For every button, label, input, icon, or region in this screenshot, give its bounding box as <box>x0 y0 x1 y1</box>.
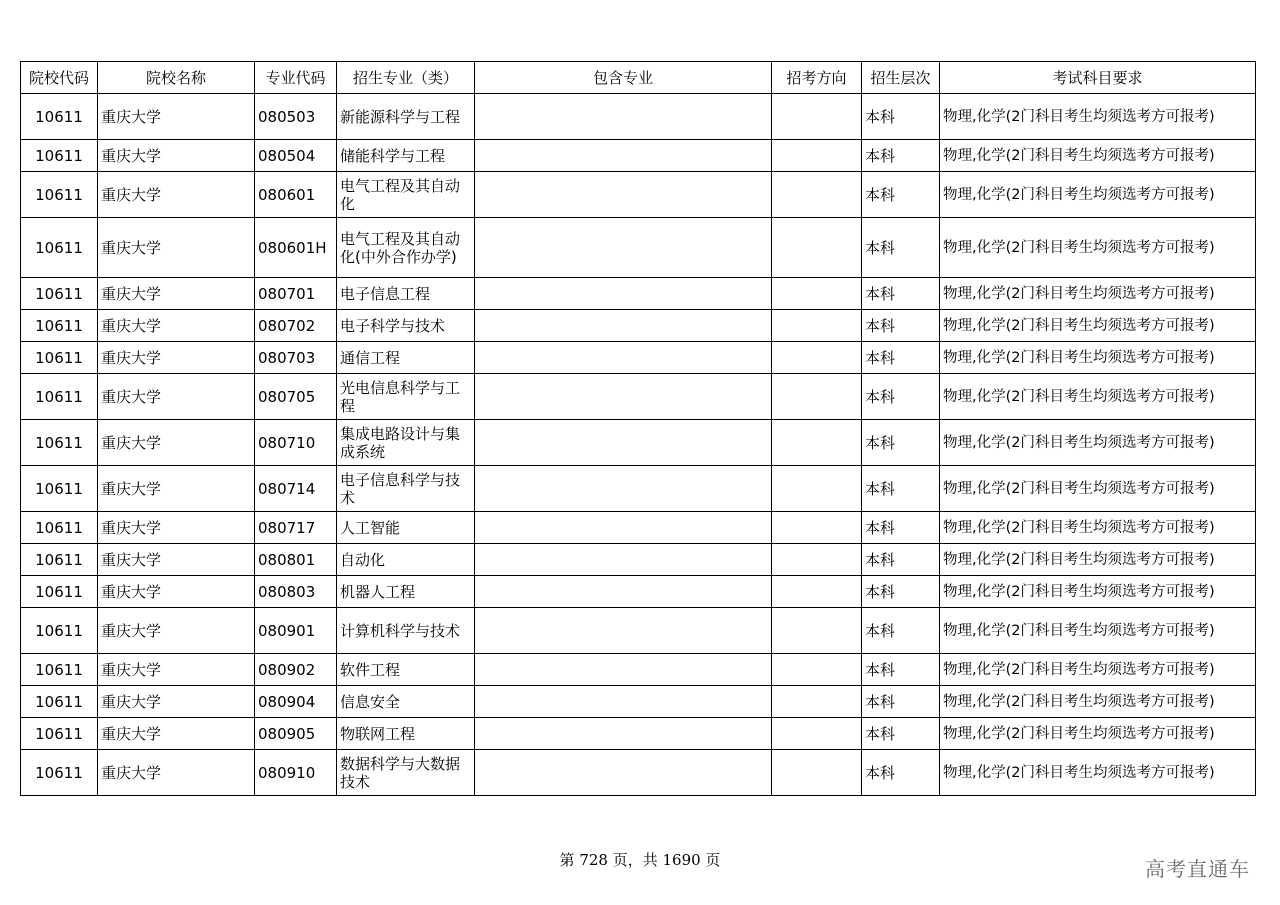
school-name-cell: 重庆大学 <box>98 750 255 796</box>
table-row <box>21 544 1256 576</box>
major-cell: 电子信息科学与技术 <box>337 466 475 512</box>
school-code-cell: 10611 <box>21 608 98 654</box>
school-name-cell: 重庆大学 <box>98 310 255 342</box>
header-level: 招生层次 <box>862 62 940 94</box>
table-row <box>21 278 1256 310</box>
requirement-cell: 物理,化学(2门科目考生均须选考方可报考) <box>940 278 1256 310</box>
direction-cell <box>772 342 862 374</box>
level-cell: 本科 <box>862 310 940 342</box>
requirement-cell: 物理,化学(2门科目考生均须选考方可报考) <box>940 420 1256 466</box>
table-row <box>21 94 1256 140</box>
school-code-cell: 10611 <box>21 544 98 576</box>
level-cell: 本科 <box>862 374 940 420</box>
major-code-cell: 080504 <box>255 140 337 172</box>
major-code-cell: 080503 <box>255 94 337 140</box>
major-code-cell: 080702 <box>255 310 337 342</box>
includes-cell <box>475 750 772 796</box>
level-cell: 本科 <box>862 466 940 512</box>
includes-cell <box>475 718 772 750</box>
includes-cell <box>475 374 772 420</box>
includes-cell <box>475 342 772 374</box>
school-code-cell: 10611 <box>21 420 98 466</box>
level-cell: 本科 <box>862 750 940 796</box>
table-row <box>21 342 1256 374</box>
major-cell: 自动化 <box>337 544 475 576</box>
header-school-code: 院校代码 <box>21 62 98 94</box>
major-cell: 物联网工程 <box>337 718 475 750</box>
major-cell: 机器人工程 <box>337 576 475 608</box>
table-body <box>21 94 1256 796</box>
requirement-cell: 物理,化学(2门科目考生均须选考方可报考) <box>940 576 1256 608</box>
level-cell: 本科 <box>862 686 940 718</box>
major-code-cell: 080703 <box>255 342 337 374</box>
requirement-cell: 物理,化学(2门科目考生均须选考方可报考) <box>940 718 1256 750</box>
includes-cell <box>475 278 772 310</box>
direction-cell <box>772 420 862 466</box>
header-major: 招生专业（类） <box>337 62 475 94</box>
direction-cell <box>772 374 862 420</box>
level-cell: 本科 <box>862 576 940 608</box>
major-code-cell: 080710 <box>255 420 337 466</box>
level-cell: 本科 <box>862 94 940 140</box>
major-cell: 光电信息科学与工程 <box>337 374 475 420</box>
school-code-cell: 10611 <box>21 512 98 544</box>
level-cell: 本科 <box>862 218 940 278</box>
table-row <box>21 654 1256 686</box>
direction-cell <box>772 310 862 342</box>
major-code-cell: 080601H <box>255 218 337 278</box>
major-code-cell: 080701 <box>255 278 337 310</box>
major-cell: 电气工程及其自动化 <box>337 172 475 218</box>
header-requirement: 考试科目要求 <box>940 62 1256 94</box>
major-code-cell: 080905 <box>255 718 337 750</box>
requirement-cell: 物理,化学(2门科目考生均须选考方可报考) <box>940 310 1256 342</box>
includes-cell <box>475 310 772 342</box>
includes-cell <box>475 94 772 140</box>
major-code-cell: 080901 <box>255 608 337 654</box>
requirement-cell: 物理,化学(2门科目考生均须选考方可报考) <box>940 750 1256 796</box>
includes-cell <box>475 218 772 278</box>
table-row <box>21 310 1256 342</box>
requirement-cell: 物理,化学(2门科目考生均须选考方可报考) <box>940 342 1256 374</box>
level-cell: 本科 <box>862 654 940 686</box>
school-name-cell: 重庆大学 <box>98 608 255 654</box>
level-cell: 本科 <box>862 420 940 466</box>
table-row <box>21 750 1256 796</box>
header-major-code: 专业代码 <box>255 62 337 94</box>
school-code-cell: 10611 <box>21 218 98 278</box>
includes-cell <box>475 686 772 718</box>
level-cell: 本科 <box>862 608 940 654</box>
major-code-cell: 080801 <box>255 544 337 576</box>
direction-cell <box>772 608 862 654</box>
major-code-cell: 080601 <box>255 172 337 218</box>
direction-cell <box>772 94 862 140</box>
includes-cell <box>475 654 772 686</box>
major-cell: 新能源科学与工程 <box>337 94 475 140</box>
level-cell: 本科 <box>862 544 940 576</box>
header-direction: 招考方向 <box>772 62 862 94</box>
school-name-cell: 重庆大学 <box>98 374 255 420</box>
table-row <box>21 172 1256 218</box>
major-code-cell: 080714 <box>255 466 337 512</box>
includes-cell <box>475 172 772 218</box>
school-name-cell: 重庆大学 <box>98 686 255 718</box>
major-code-cell: 080902 <box>255 654 337 686</box>
direction-cell <box>772 654 862 686</box>
direction-cell <box>772 218 862 278</box>
school-name-cell: 重庆大学 <box>98 544 255 576</box>
table-row <box>21 420 1256 466</box>
school-name-cell: 重庆大学 <box>98 342 255 374</box>
school-code-cell: 10611 <box>21 750 98 796</box>
school-name-cell: 重庆大学 <box>98 512 255 544</box>
table-row <box>21 512 1256 544</box>
direction-cell <box>772 544 862 576</box>
requirement-cell: 物理,化学(2门科目考生均须选考方可报考) <box>940 374 1256 420</box>
major-code-cell: 080803 <box>255 576 337 608</box>
school-name-cell: 重庆大学 <box>98 172 255 218</box>
major-cell: 软件工程 <box>337 654 475 686</box>
requirement-cell: 物理,化学(2门科目考生均须选考方可报考) <box>940 686 1256 718</box>
level-cell: 本科 <box>862 718 940 750</box>
includes-cell <box>475 512 772 544</box>
includes-cell <box>475 140 772 172</box>
major-code-cell: 080705 <box>255 374 337 420</box>
level-cell: 本科 <box>862 512 940 544</box>
page-number: 第 728 页，共 1690 页 <box>559 851 721 869</box>
includes-cell <box>475 576 772 608</box>
watermark-logo: 高考直通车 <box>1145 857 1250 881</box>
major-cell: 电气工程及其自动化(中外合作办学) <box>337 218 475 278</box>
includes-cell <box>475 608 772 654</box>
level-cell: 本科 <box>862 140 940 172</box>
requirement-cell: 物理,化学(2门科目考生均须选考方可报考) <box>940 466 1256 512</box>
major-cell: 通信工程 <box>337 342 475 374</box>
major-code-cell: 080904 <box>255 686 337 718</box>
school-code-cell: 10611 <box>21 374 98 420</box>
includes-cell <box>475 420 772 466</box>
direction-cell <box>772 278 862 310</box>
requirement-cell: 物理,化学(2门科目考生均须选考方可报考) <box>940 140 1256 172</box>
table-row <box>21 374 1256 420</box>
level-cell: 本科 <box>862 172 940 218</box>
major-cell: 集成电路设计与集成系统 <box>337 420 475 466</box>
direction-cell <box>772 466 862 512</box>
school-code-cell: 10611 <box>21 140 98 172</box>
header-includes: 包含专业 <box>475 62 772 94</box>
table-row <box>21 686 1256 718</box>
school-name-cell: 重庆大学 <box>98 278 255 310</box>
requirement-cell: 物理,化学(2门科目考生均须选考方可报考) <box>940 544 1256 576</box>
major-cell: 信息安全 <box>337 686 475 718</box>
major-cell: 计算机科学与技术 <box>337 608 475 654</box>
header-school-name: 院校名称 <box>98 62 255 94</box>
table-row <box>21 466 1256 512</box>
school-name-cell: 重庆大学 <box>98 718 255 750</box>
school-code-cell: 10611 <box>21 278 98 310</box>
direction-cell <box>772 576 862 608</box>
majors-table <box>20 61 1256 796</box>
major-code-cell: 080910 <box>255 750 337 796</box>
direction-cell <box>772 512 862 544</box>
direction-cell <box>772 140 862 172</box>
school-code-cell: 10611 <box>21 654 98 686</box>
table-row <box>21 140 1256 172</box>
school-name-cell: 重庆大学 <box>98 576 255 608</box>
requirement-cell: 物理,化学(2门科目考生均须选考方可报考) <box>940 608 1256 654</box>
school-code-cell: 10611 <box>21 342 98 374</box>
level-cell: 本科 <box>862 278 940 310</box>
school-name-cell: 重庆大学 <box>98 654 255 686</box>
major-cell: 数据科学与大数据技术 <box>337 750 475 796</box>
school-code-cell: 10611 <box>21 718 98 750</box>
requirement-cell: 物理,化学(2门科目考生均须选考方可报考) <box>940 218 1256 278</box>
major-code-cell: 080717 <box>255 512 337 544</box>
school-code-cell: 10611 <box>21 466 98 512</box>
direction-cell <box>772 172 862 218</box>
school-code-cell: 10611 <box>21 686 98 718</box>
direction-cell <box>772 750 862 796</box>
school-name-cell: 重庆大学 <box>98 218 255 278</box>
major-cell: 电子信息工程 <box>337 278 475 310</box>
table-row <box>21 608 1256 654</box>
requirement-cell: 物理,化学(2门科目考生均须选考方可报考) <box>940 654 1256 686</box>
table-row <box>21 576 1256 608</box>
table-row <box>21 218 1256 278</box>
school-code-cell: 10611 <box>21 94 98 140</box>
requirement-cell: 物理,化学(2门科目考生均须选考方可报考) <box>940 512 1256 544</box>
requirement-cell: 物理,化学(2门科目考生均须选考方可报考) <box>940 94 1256 140</box>
major-cell: 电子科学与技术 <box>337 310 475 342</box>
school-name-cell: 重庆大学 <box>98 94 255 140</box>
school-name-cell: 重庆大学 <box>98 466 255 512</box>
school-name-cell: 重庆大学 <box>98 140 255 172</box>
direction-cell <box>772 686 862 718</box>
school-code-cell: 10611 <box>21 172 98 218</box>
school-code-cell: 10611 <box>21 576 98 608</box>
includes-cell <box>475 466 772 512</box>
table-row <box>21 718 1256 750</box>
includes-cell <box>475 544 772 576</box>
header-row <box>21 62 1256 94</box>
major-cell: 人工智能 <box>337 512 475 544</box>
school-code-cell: 10611 <box>21 310 98 342</box>
school-name-cell: 重庆大学 <box>98 420 255 466</box>
major-cell: 储能科学与工程 <box>337 140 475 172</box>
level-cell: 本科 <box>862 342 940 374</box>
direction-cell <box>772 718 862 750</box>
requirement-cell: 物理,化学(2门科目考生均须选考方可报考) <box>940 172 1256 218</box>
